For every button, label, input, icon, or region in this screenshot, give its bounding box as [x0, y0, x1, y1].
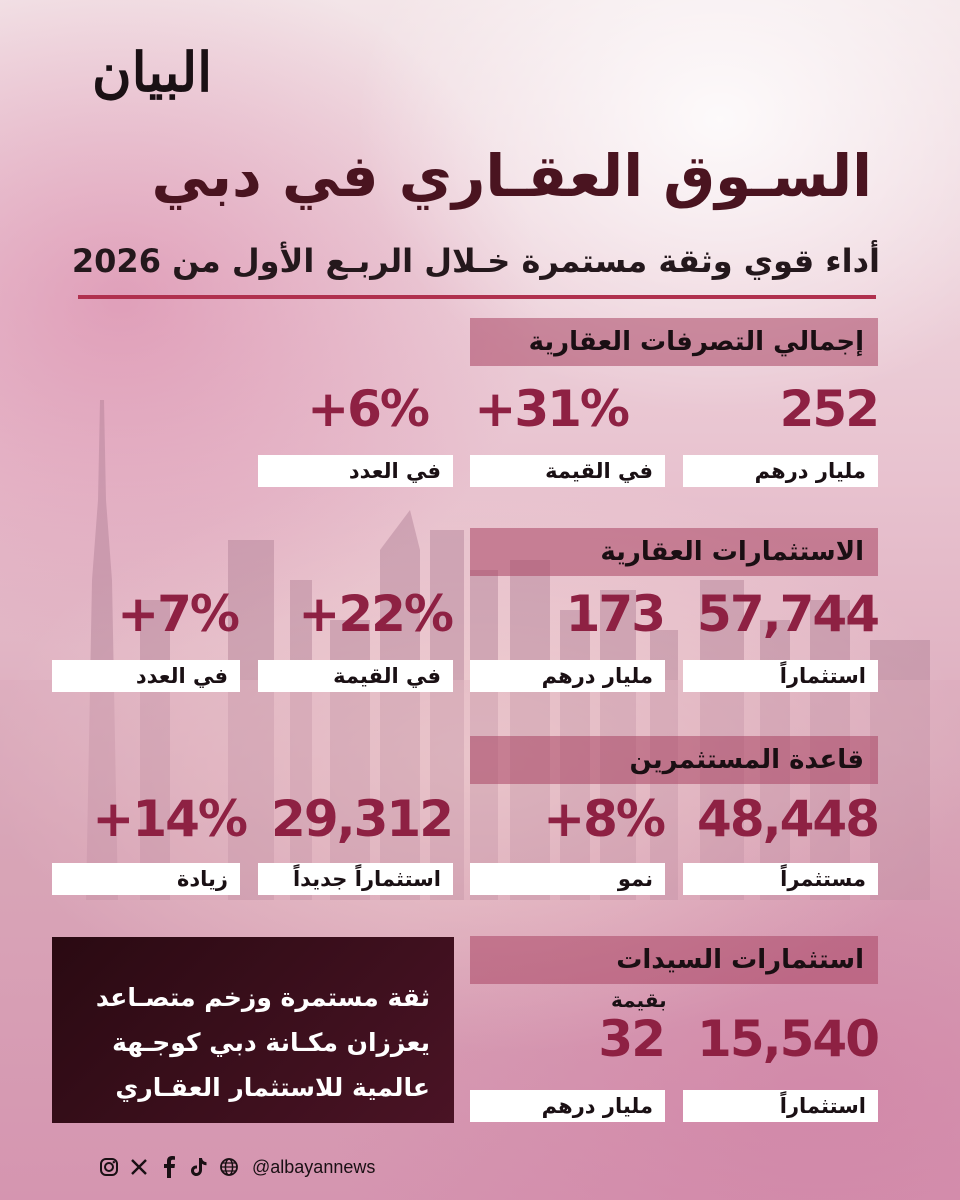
- stat-label: في العدد: [258, 455, 453, 487]
- stat-value: 57,744: [697, 585, 878, 643]
- stat-value: 252: [779, 380, 878, 438]
- instagram-icon[interactable]: [98, 1156, 120, 1178]
- stat-label: مليار درهم: [470, 1090, 665, 1122]
- note-line: ثقة مستمرة وزخم متصـاعد: [95, 983, 430, 1012]
- note-line: عالمية للاستثمار العقـاري: [115, 1073, 430, 1102]
- section-heading-investor-base: قاعدة المستثمرين: [470, 736, 878, 784]
- stat-value: +8%: [543, 790, 664, 848]
- page-title: السـوق العقـاري في دبي: [151, 142, 872, 210]
- x-icon[interactable]: [128, 1156, 150, 1178]
- albayan-logo: البيان: [92, 40, 213, 104]
- stat-label: استثماراً: [683, 1090, 878, 1122]
- stat-label: في القيمة: [258, 660, 453, 692]
- section-heading-real-estate-investments: الاستثمارات العقارية: [470, 528, 878, 576]
- stat-label: نمو: [470, 863, 665, 895]
- stat-label: مستثمراً: [683, 863, 878, 895]
- stat-value: 29,312: [271, 790, 452, 848]
- stat-value: 15,540: [697, 1010, 878, 1068]
- social-footer: [98, 1152, 375, 1182]
- note-line: يعززان مكـانة دبي كوجـهة: [112, 1028, 430, 1057]
- stat-label: مليار درهم: [470, 660, 665, 692]
- stat-label: مليار درهم: [683, 455, 878, 487]
- globe-icon[interactable]: [218, 1156, 240, 1178]
- social-handle[interactable]: @albayannews: [252, 1156, 376, 1177]
- stat-value: +7%: [117, 585, 238, 643]
- stat-label: زيادة: [52, 863, 240, 895]
- stat-value: +31%: [474, 380, 628, 438]
- summary-note-box: [52, 937, 454, 1123]
- stat-value: 32: [598, 1010, 664, 1068]
- stat-label: استثماراً جديداً: [258, 863, 453, 895]
- page-subtitle: أداء قوي وثقة مستمرة خـلال الربـع الأول من 2026: [71, 242, 880, 280]
- tiktok-icon[interactable]: [188, 1156, 210, 1178]
- stat-prefix: بقيمة: [611, 988, 667, 1012]
- stat-value: 48,448: [697, 790, 878, 848]
- section-heading-women-investments: استثمارات السيدات: [470, 936, 878, 984]
- facebook-icon[interactable]: [158, 1156, 180, 1178]
- stat-label: استثماراً: [683, 660, 878, 692]
- stat-value: +22%: [298, 585, 452, 643]
- stat-label: في القيمة: [470, 455, 665, 487]
- stat-label: في العدد: [52, 660, 240, 692]
- title-divider: [78, 295, 876, 299]
- stat-value: +14%: [92, 790, 246, 848]
- section-heading-total-transactions: إجمالي التصرفات العقارية: [470, 318, 878, 366]
- stat-value: +6%: [307, 380, 428, 438]
- stat-value: 173: [565, 585, 664, 643]
